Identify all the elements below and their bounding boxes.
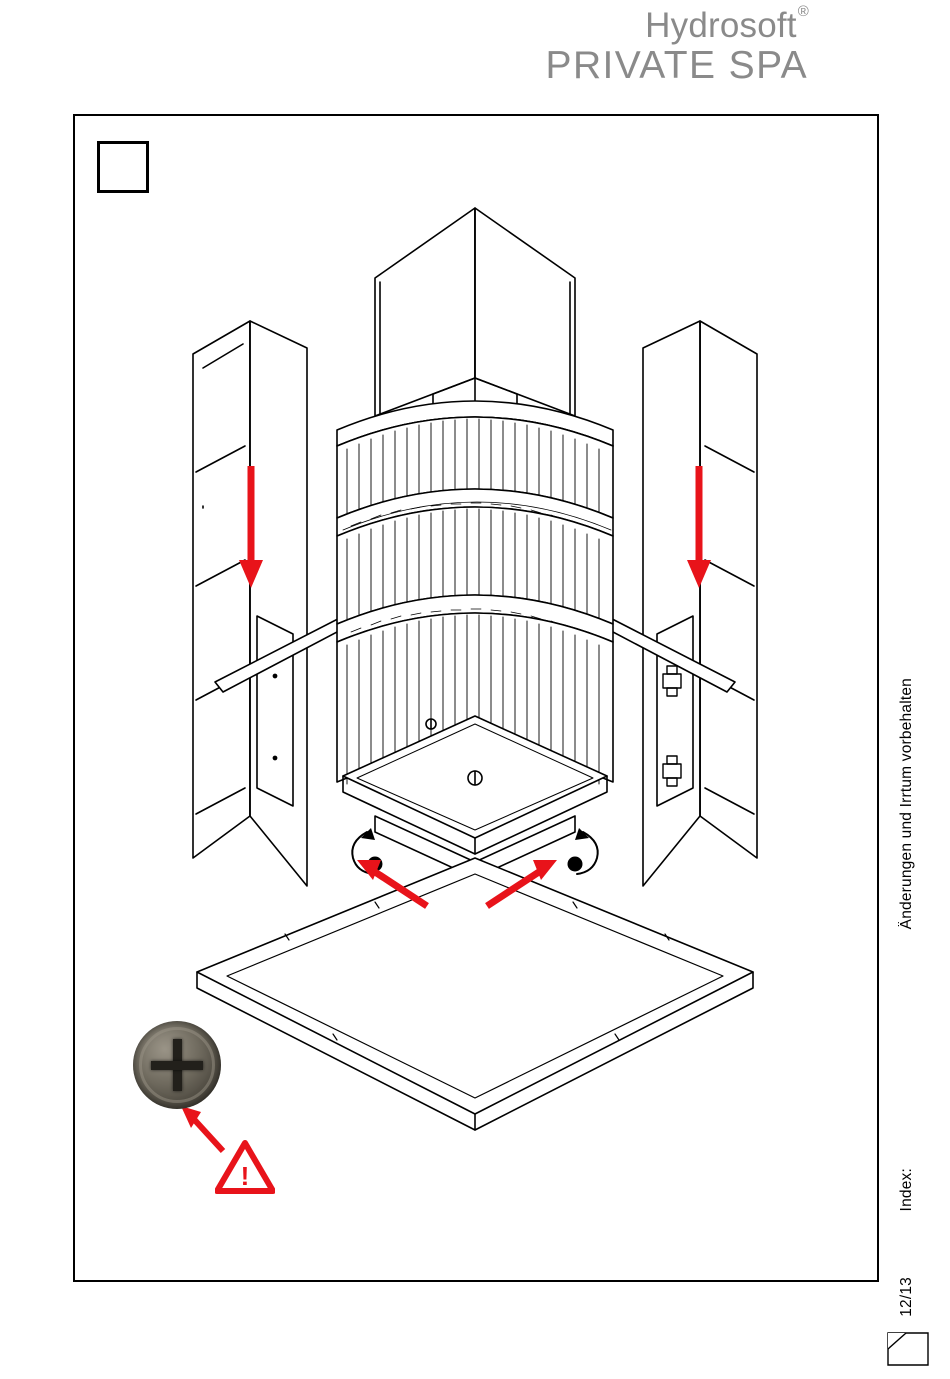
warning-exclamation: ! — [240, 1161, 250, 1191]
arrow-right-roller — [487, 860, 557, 906]
corner-fold-mark — [886, 1331, 930, 1367]
screw-slot-horizontal — [151, 1061, 204, 1070]
index-box — [97, 141, 149, 193]
brand-name-hydrosoft — [645, 3, 809, 45]
index-label: Index: — [898, 1167, 915, 1211]
brand-header — [545, 3, 809, 87]
assembly-illustration — [75, 116, 881, 1284]
callout-arrows — [181, 466, 711, 1151]
registered-trademark-icon: ® — [797, 3, 809, 21]
drawing-frame — [73, 114, 879, 1282]
arrow-left-roller — [357, 860, 427, 906]
disclaimer-text: Änderungen und Irrtum vorbehalten — [898, 677, 915, 929]
warning-triangle-icon — [215, 1140, 275, 1194]
page-number: 12/13 — [898, 1277, 915, 1317]
screw-detail-photo — [133, 1021, 221, 1109]
arrow-right-panel-down — [687, 466, 711, 588]
brand-name-text: Hydrosoft — [645, 6, 797, 45]
brand-name-private-spa: PRIVATE SPA — [545, 43, 808, 87]
arrow-left-panel-down — [239, 466, 263, 588]
